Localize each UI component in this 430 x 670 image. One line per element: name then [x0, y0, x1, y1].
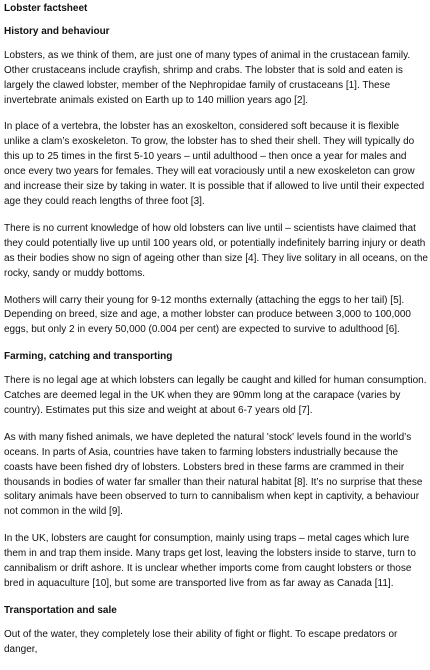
section-history-behaviour	[4, 25, 428, 338]
paragraph: As with many fished animals, we have depleted the natural 'stock' levels found in the world’s oceans. In parts of Asia, countries have taken to farming lobsters industrially because the coasts have been fished dry of lobsters. Lobsters bred in these farms are crammed in their thousands in bodies of water far smaller than their natural habitat [8]. It’s no surprise that these solitary animals have been observed to turn to cannibalism when kept in captivity, a behaviour not common in the wild [9].	[4, 431, 423, 518]
paragraph: There is no legal age at which lobsters can legally be caught and killed for human consumption. Catches are deemed legal in the UK when they are 90mm long at the carapace (varies by country). Estimates put this size and weight at about 6-7 years old [7].	[4, 375, 427, 416]
document-title: Lobster factsheet	[4, 3, 88, 14]
section-transportation-sale	[4, 604, 428, 658]
paragraph: Out of the water, they completely lose their ability of fight or flight. To escape predators or danger,	[4, 628, 398, 655]
paragraph: Mothers will carry their young for 9-12 months externally (attaching the eggs to her tail) [5]. Depending on breed, size and age, a mother lobster can produce between 3,000 to 100,000 eggs, but only 2 in every 50,000 (0.004 per cent) are expected to survive to adulthood [6].	[4, 294, 411, 336]
paragraph: In place of a vertebra, the lobster has an exoskelton, considered soft because it is flexible unlike a clam’s exoskeleton. To grow, the lobster has to shed their shell. They will typically do this up to 25 times in the first 5-10 years – until adulthood – then once a year for males and once every two years for females. They will eat voraciously until a new exoskeleton can grow and increase their size by taking in water. It is possible that if allowed to live until their expected age they could reach lengths of three foot [3].	[4, 121, 425, 207]
paragraph: There is no current knowledge of how old lobsters can live until – scientists have claimed that they could potentially live up until 100 years old, or potentially indefinitely barring injury or death as their bodies show no sign of ageing other than size [4]. They live solitary in all oceans, on the rocky, sandy or muddy bottoms.	[4, 222, 428, 279]
section-farming-catching	[4, 350, 428, 592]
section-heading: History and behaviour	[4, 25, 110, 37]
paragraph: Lobsters, as we think of them, are just one of many types of animal in the crustacean family. Other crustaceans include crayfish, shrimp and crabs. The lobster that is sold and eaten is largely the clawed lobster, member of the Nephropidae family of crustaceans [1]. These invertebrate animals existed on Earth up to 140 million years ago [2].	[4, 49, 411, 106]
factsheet-page	[4, 2, 428, 670]
paragraph: In the UK, lobsters are caught for consumption, mainly using traps – metal cages which lure them in and trap them inside. Many traps get lost, leaving the lobsters inside to starve, turn to cannibalism or drift ashore. It is unclear whether imports come from caught lobsters or those bred in aquaculture [10], but some are transported live from as far away as Canada [11].	[4, 533, 416, 589]
section-heading: Farming, catching and transporting	[4, 351, 173, 363]
section-heading: Transportation and sale	[4, 604, 117, 616]
